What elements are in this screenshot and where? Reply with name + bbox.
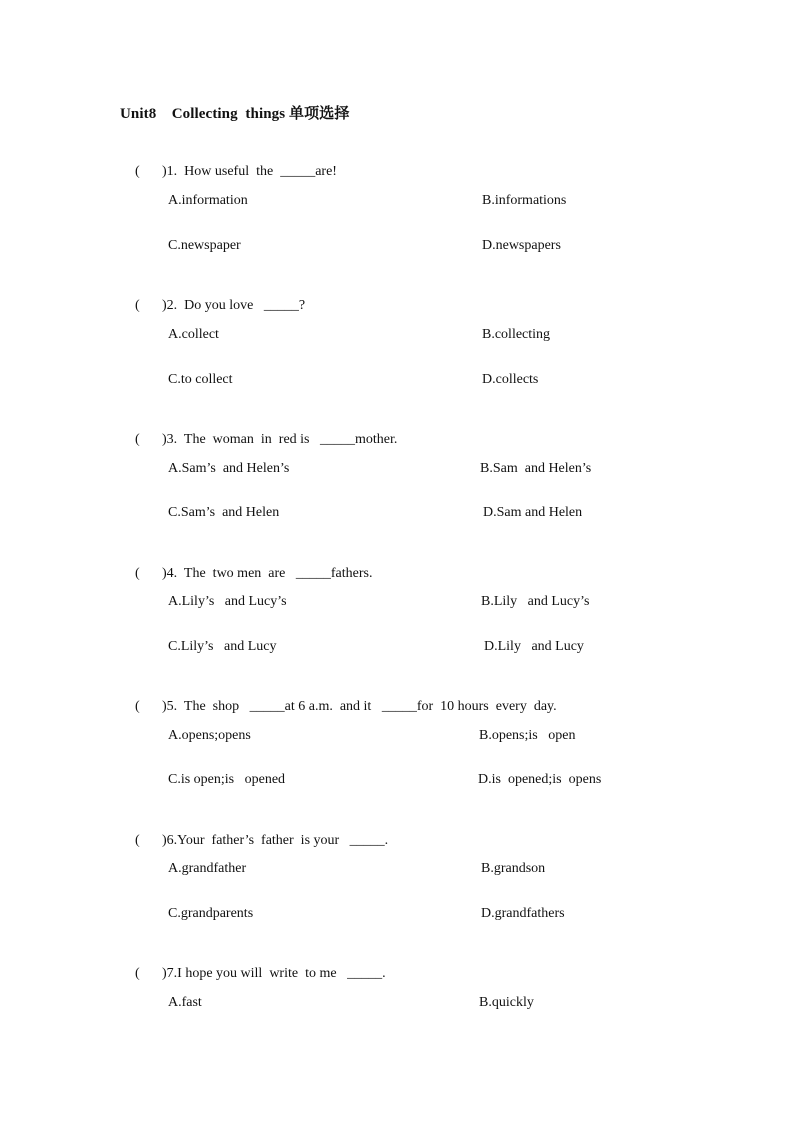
option-2a: A.collect [168,327,219,342]
option-6d: D.grandfathers [481,906,565,921]
answer-blank-6[interactable]: ( [135,833,140,848]
answer-blank-5[interactable]: ( [135,699,140,714]
option-5b: B.opens;is open [479,728,576,743]
option-5c: C.is open;is opened [168,772,286,787]
option-5d: D.is opened;is opens [478,772,602,787]
answer-blank-1[interactable]: ( [135,164,140,179]
option-1c: C.newspaper [168,238,241,253]
option-3c: C.Sam’s and Helen [168,505,280,520]
option-2d: D.collects [482,372,539,387]
option-3a: A.Sam’s and Helen’s [168,461,290,476]
option-6a: A.grandfather [168,861,247,876]
question-6 [121,817,388,865]
option-4a: A.Lily’s and Lucy’s [168,594,287,609]
question-4 [121,550,372,598]
answer-blank-7[interactable]: ( [135,966,140,981]
option-4b: B.Lily and Lucy’s [481,594,590,609]
option-1b: B.informations [482,193,567,208]
option-3d: D.Sam and Helen [483,505,583,520]
option-2c: C.to collect [168,372,233,387]
question-stem-7: )7.I hope you will write to me _____. [162,966,386,981]
question-stem-4: )4. The two men are _____fathers. [162,566,373,581]
option-6c: C.grandparents [168,906,254,921]
option-4c: C.Lily’s and Lucy [168,639,277,654]
option-7b: B.quickly [479,995,534,1010]
question-stem-2: )2. Do you love _____? [162,298,306,313]
page-title: Unit8 Collecting things 单项选择 [120,106,350,122]
question-3 [121,416,397,464]
option-4d: D.Lily and Lucy [484,639,584,654]
question-2 [121,282,305,330]
option-3b: B.Sam and Helen’s [480,461,592,476]
question-7 [121,950,386,998]
option-5a: A.opens;opens [168,728,251,743]
question-5 [121,683,557,731]
question-stem-5: )5. The shop _____at 6 a.m. and it _____for 10 hours every day. [162,699,557,714]
question-stem-3: )3. The woman in red is _____mother. [162,432,398,447]
answer-blank-4[interactable]: ( [135,566,140,581]
option-7a: A.fast [168,995,202,1010]
option-6b: B.grandson [481,861,546,876]
answer-blank-2[interactable]: ( [135,298,140,313]
answer-blank-3[interactable]: ( [135,432,140,447]
option-2b: B.collecting [482,327,551,342]
question-stem-6: )6.Your father’s father is your _____. [162,833,389,848]
option-1d: D.newspapers [482,238,561,253]
question-1 [121,148,337,196]
option-1a: A.information [168,193,248,208]
question-stem-1: )1. How useful the _____are! [162,164,337,179]
